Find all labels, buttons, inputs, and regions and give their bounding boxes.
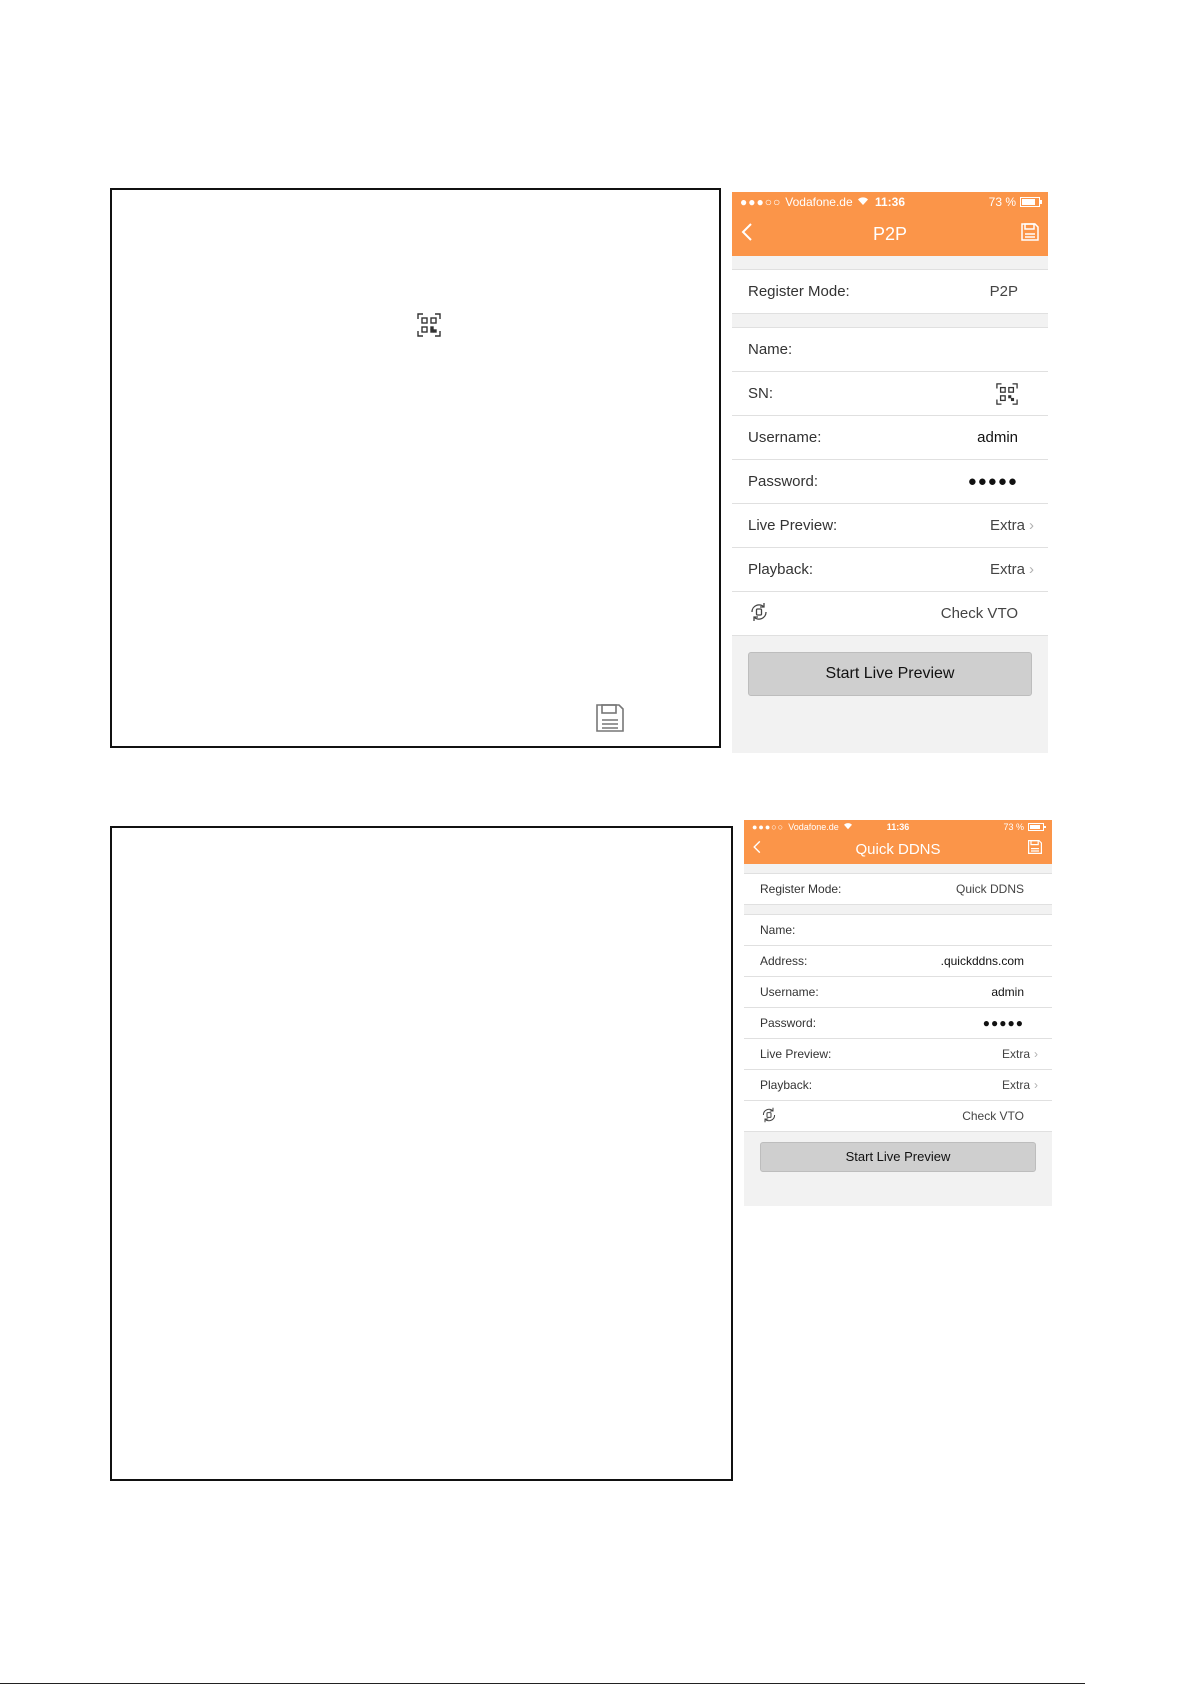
save-icon [594,702,626,739]
back-button[interactable] [740,222,754,247]
playback-row[interactable] [732,548,1048,592]
password-label: Password: [760,1016,817,1030]
save-button[interactable] [1026,839,1044,859]
carrier: Vodafone.de [788,822,839,832]
battery-icon [1028,823,1044,831]
quick-ddns-screen [744,820,1052,1206]
save-button[interactable] [1020,222,1040,247]
back-button[interactable] [752,840,762,858]
signal-icon: ●●●○○ [740,195,782,209]
password-value: ●●●●● [967,473,1018,490]
check-vto-label: Check VTO [962,1109,1024,1123]
address-value: .quickddns.com [940,954,1024,968]
name-field[interactable] [744,915,1052,946]
header [744,820,1052,864]
live-preview-label: Live Preview: [760,1047,832,1061]
register-mode-value: P2P [989,283,1018,300]
register-mode-label: Register Mode: [760,882,842,896]
username-field[interactable] [732,416,1048,460]
header [732,192,1048,256]
password-field[interactable] [732,460,1048,504]
playback-label: Playback: [748,561,814,578]
clock: 11:36 [874,195,906,209]
start-live-preview-button[interactable]: Start Live Preview [748,652,1032,696]
refresh-icon [748,602,770,626]
battery-percent: 73 % [988,195,1016,209]
username-field[interactable] [744,977,1052,1008]
battery-percent: 73 % [1003,822,1024,832]
sn-label: SN: [748,385,774,402]
wifi-icon [857,195,869,209]
address-field[interactable] [744,946,1052,977]
live-preview-row[interactable] [732,504,1048,548]
playback-row[interactable] [744,1070,1052,1101]
register-mode-value: Quick DDNS [955,882,1024,896]
live-preview-value: Extra [1001,1047,1030,1061]
check-vto-row[interactable] [744,1101,1052,1132]
refresh-icon [760,1107,778,1126]
playback-value: Extra [1001,1078,1030,1092]
carrier: Vodafone.de [785,195,853,209]
clock: 11:36 [886,822,910,832]
p2p-description-box [110,188,721,748]
name-label: Name: [760,923,796,937]
chevron-right-icon: › [1029,517,1034,534]
chevron-right-icon: › [1029,561,1034,578]
signal-icon: ●●●○○ [752,822,785,832]
check-vto-row[interactable] [732,592,1048,636]
username-value: admin [977,429,1018,446]
live-preview-row[interactable] [744,1039,1052,1070]
qr-scan-icon [417,313,441,342]
status-bar [744,820,1052,834]
username-label: Username: [748,429,822,446]
address-label: Address: [760,954,808,968]
sn-field[interactable] [732,372,1048,416]
username-value: admin [991,985,1024,999]
p2p-screen [732,192,1048,753]
register-mode-row[interactable] [732,270,1048,314]
page-title: Quick DDNS [855,840,941,858]
playback-value: Extra [989,561,1025,578]
playback-label: Playback: [760,1078,813,1092]
status-bar [732,192,1048,212]
password-label: Password: [748,473,819,490]
live-preview-label: Live Preview: [748,517,838,534]
qr-scan-button[interactable] [996,383,1018,405]
page-title: P2P [872,223,908,244]
start-live-preview-button[interactable]: Start Live Preview [760,1142,1036,1172]
ddns-description-box [110,826,733,1481]
chevron-right-icon: › [1034,1078,1038,1092]
username-label: Username: [760,985,819,999]
register-mode-row[interactable] [744,874,1052,905]
register-mode-label: Register Mode: [748,283,850,300]
password-value: ●●●●● [982,1016,1024,1030]
name-field[interactable] [732,328,1048,372]
chevron-right-icon: › [1034,1047,1038,1061]
check-vto-label: Check VTO [940,605,1018,622]
wifi-icon [843,822,853,832]
page-footer-rule [0,1683,1085,1684]
live-preview-value: Extra [989,517,1025,534]
battery-icon [1020,197,1040,207]
name-label: Name: [748,341,793,358]
password-field[interactable] [744,1008,1052,1039]
